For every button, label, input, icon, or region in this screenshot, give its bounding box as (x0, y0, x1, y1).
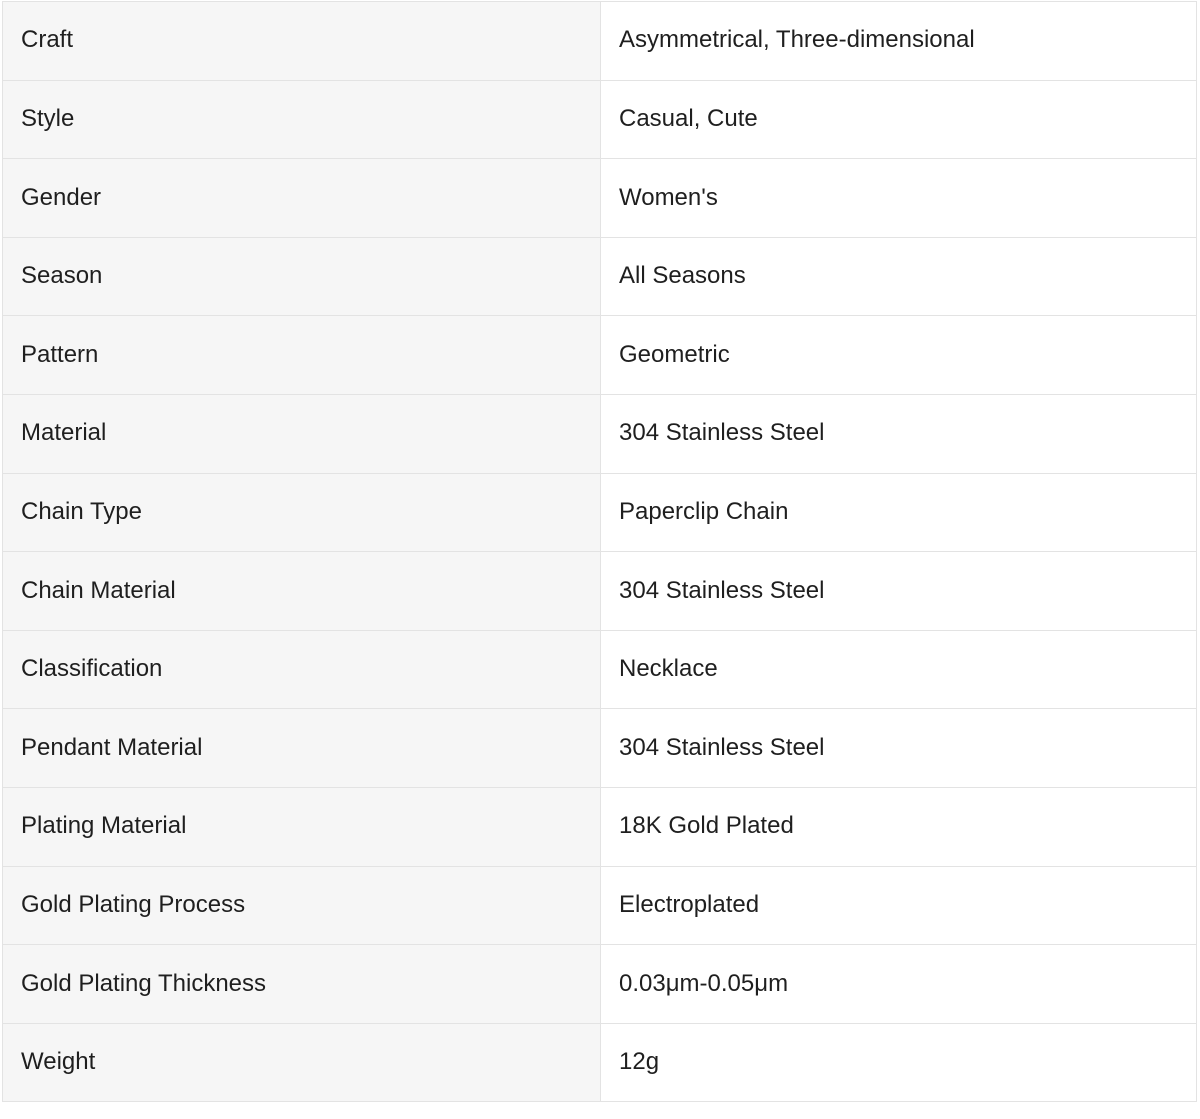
spec-value-gold-plating-thickness: 0.03μm-0.05μm (601, 945, 1197, 1024)
spec-value-weight: 12g (601, 1023, 1197, 1102)
spec-label-style: Style (3, 80, 601, 159)
spec-label-gold-plating-thickness: Gold Plating Thickness (3, 945, 601, 1024)
spec-label-weight: Weight (3, 1023, 601, 1102)
table-row (3, 80, 1197, 159)
spec-value-gender: Women's (601, 159, 1197, 238)
spec-value-material: 304 Stainless Steel (601, 394, 1197, 473)
spec-label-pattern: Pattern (3, 316, 601, 395)
spec-label-chain-type: Chain Type (3, 473, 601, 552)
table-row (3, 159, 1197, 238)
spec-label-plating-material: Plating Material (3, 787, 601, 866)
table-row (3, 473, 1197, 552)
table-row (3, 2, 1197, 81)
spec-value-chain-material: 304 Stainless Steel (601, 552, 1197, 631)
spec-label-season: Season (3, 237, 601, 316)
spec-value-chain-type: Paperclip Chain (601, 473, 1197, 552)
table-row (3, 866, 1197, 945)
spec-label-chain-material: Chain Material (3, 552, 601, 631)
spec-value-classification: Necklace (601, 630, 1197, 709)
spec-value-season: All Seasons (601, 237, 1197, 316)
spec-value-pattern: Geometric (601, 316, 1197, 395)
table-row (3, 316, 1197, 395)
table-row (3, 787, 1197, 866)
spec-label-pendant-material: Pendant Material (3, 709, 601, 788)
spec-label-gender: Gender (3, 159, 601, 238)
table-row (3, 394, 1197, 473)
spec-label-craft: Craft (3, 2, 601, 81)
table-row (3, 630, 1197, 709)
spec-value-craft: Asymmetrical, Three-dimensional (601, 2, 1197, 81)
table-row (3, 945, 1197, 1024)
table-row (3, 237, 1197, 316)
spec-label-material: Material (3, 394, 601, 473)
spec-value-style: Casual, Cute (601, 80, 1197, 159)
spec-value-gold-plating-process: Electroplated (601, 866, 1197, 945)
spec-label-gold-plating-process: Gold Plating Process (3, 866, 601, 945)
product-spec-table (2, 1, 1197, 1102)
table-row (3, 1023, 1197, 1102)
spec-value-pendant-material: 304 Stainless Steel (601, 709, 1197, 788)
spec-value-plating-material: 18K Gold Plated (601, 787, 1197, 866)
table-row (3, 709, 1197, 788)
spec-label-classification: Classification (3, 630, 601, 709)
table-row (3, 552, 1197, 631)
